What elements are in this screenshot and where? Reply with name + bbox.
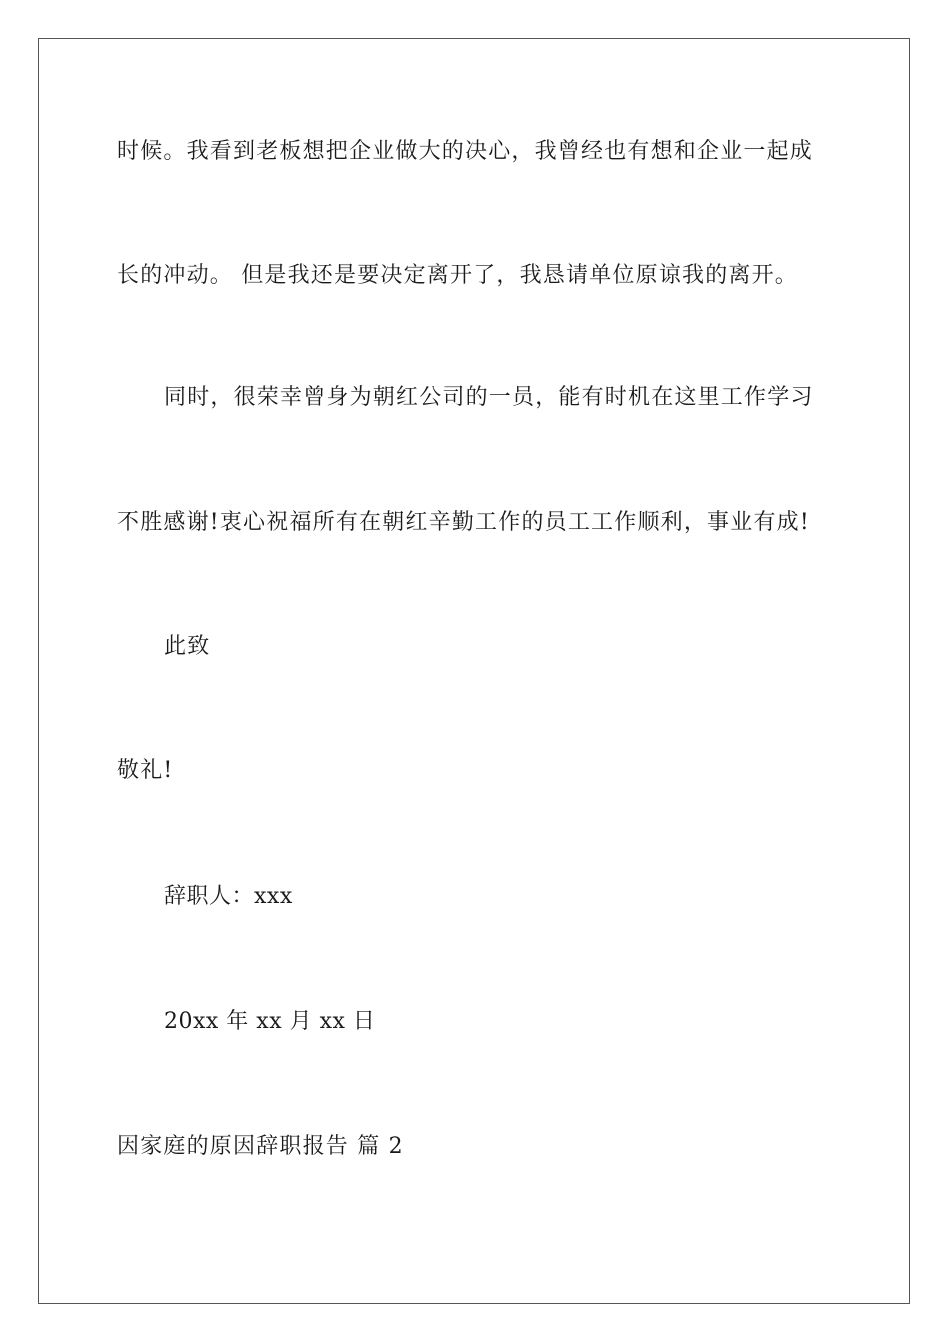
paragraph-line-4: 不胜感谢!衷心祝福所有在朝红辛勤工作的员工工作顺利，事业有成! [117, 510, 810, 535]
signature-line: 辞职人：xxx [164, 884, 293, 909]
date-line: 20xx 年 xx 月 xx 日 [164, 1009, 376, 1034]
paragraph-line-2: 长的冲动。 但是我还是要决定离开了，我恳请单位原谅我的离开。 [117, 263, 798, 288]
closing-salutation: 此致 [164, 634, 211, 659]
section-heading: 因家庭的原因辞职报告 篇 2 [117, 1134, 404, 1159]
closing-regards: 敬礼! [117, 758, 174, 783]
page-border [38, 38, 910, 1304]
paragraph-line-3: 同时，很荣幸曾身为朝红公司的一员，能有时机在这里工作学习 [164, 385, 814, 410]
paragraph-line-1: 时候。我看到老板想把企业做大的决心，我曾经也有想和企业一起成 [117, 139, 814, 164]
